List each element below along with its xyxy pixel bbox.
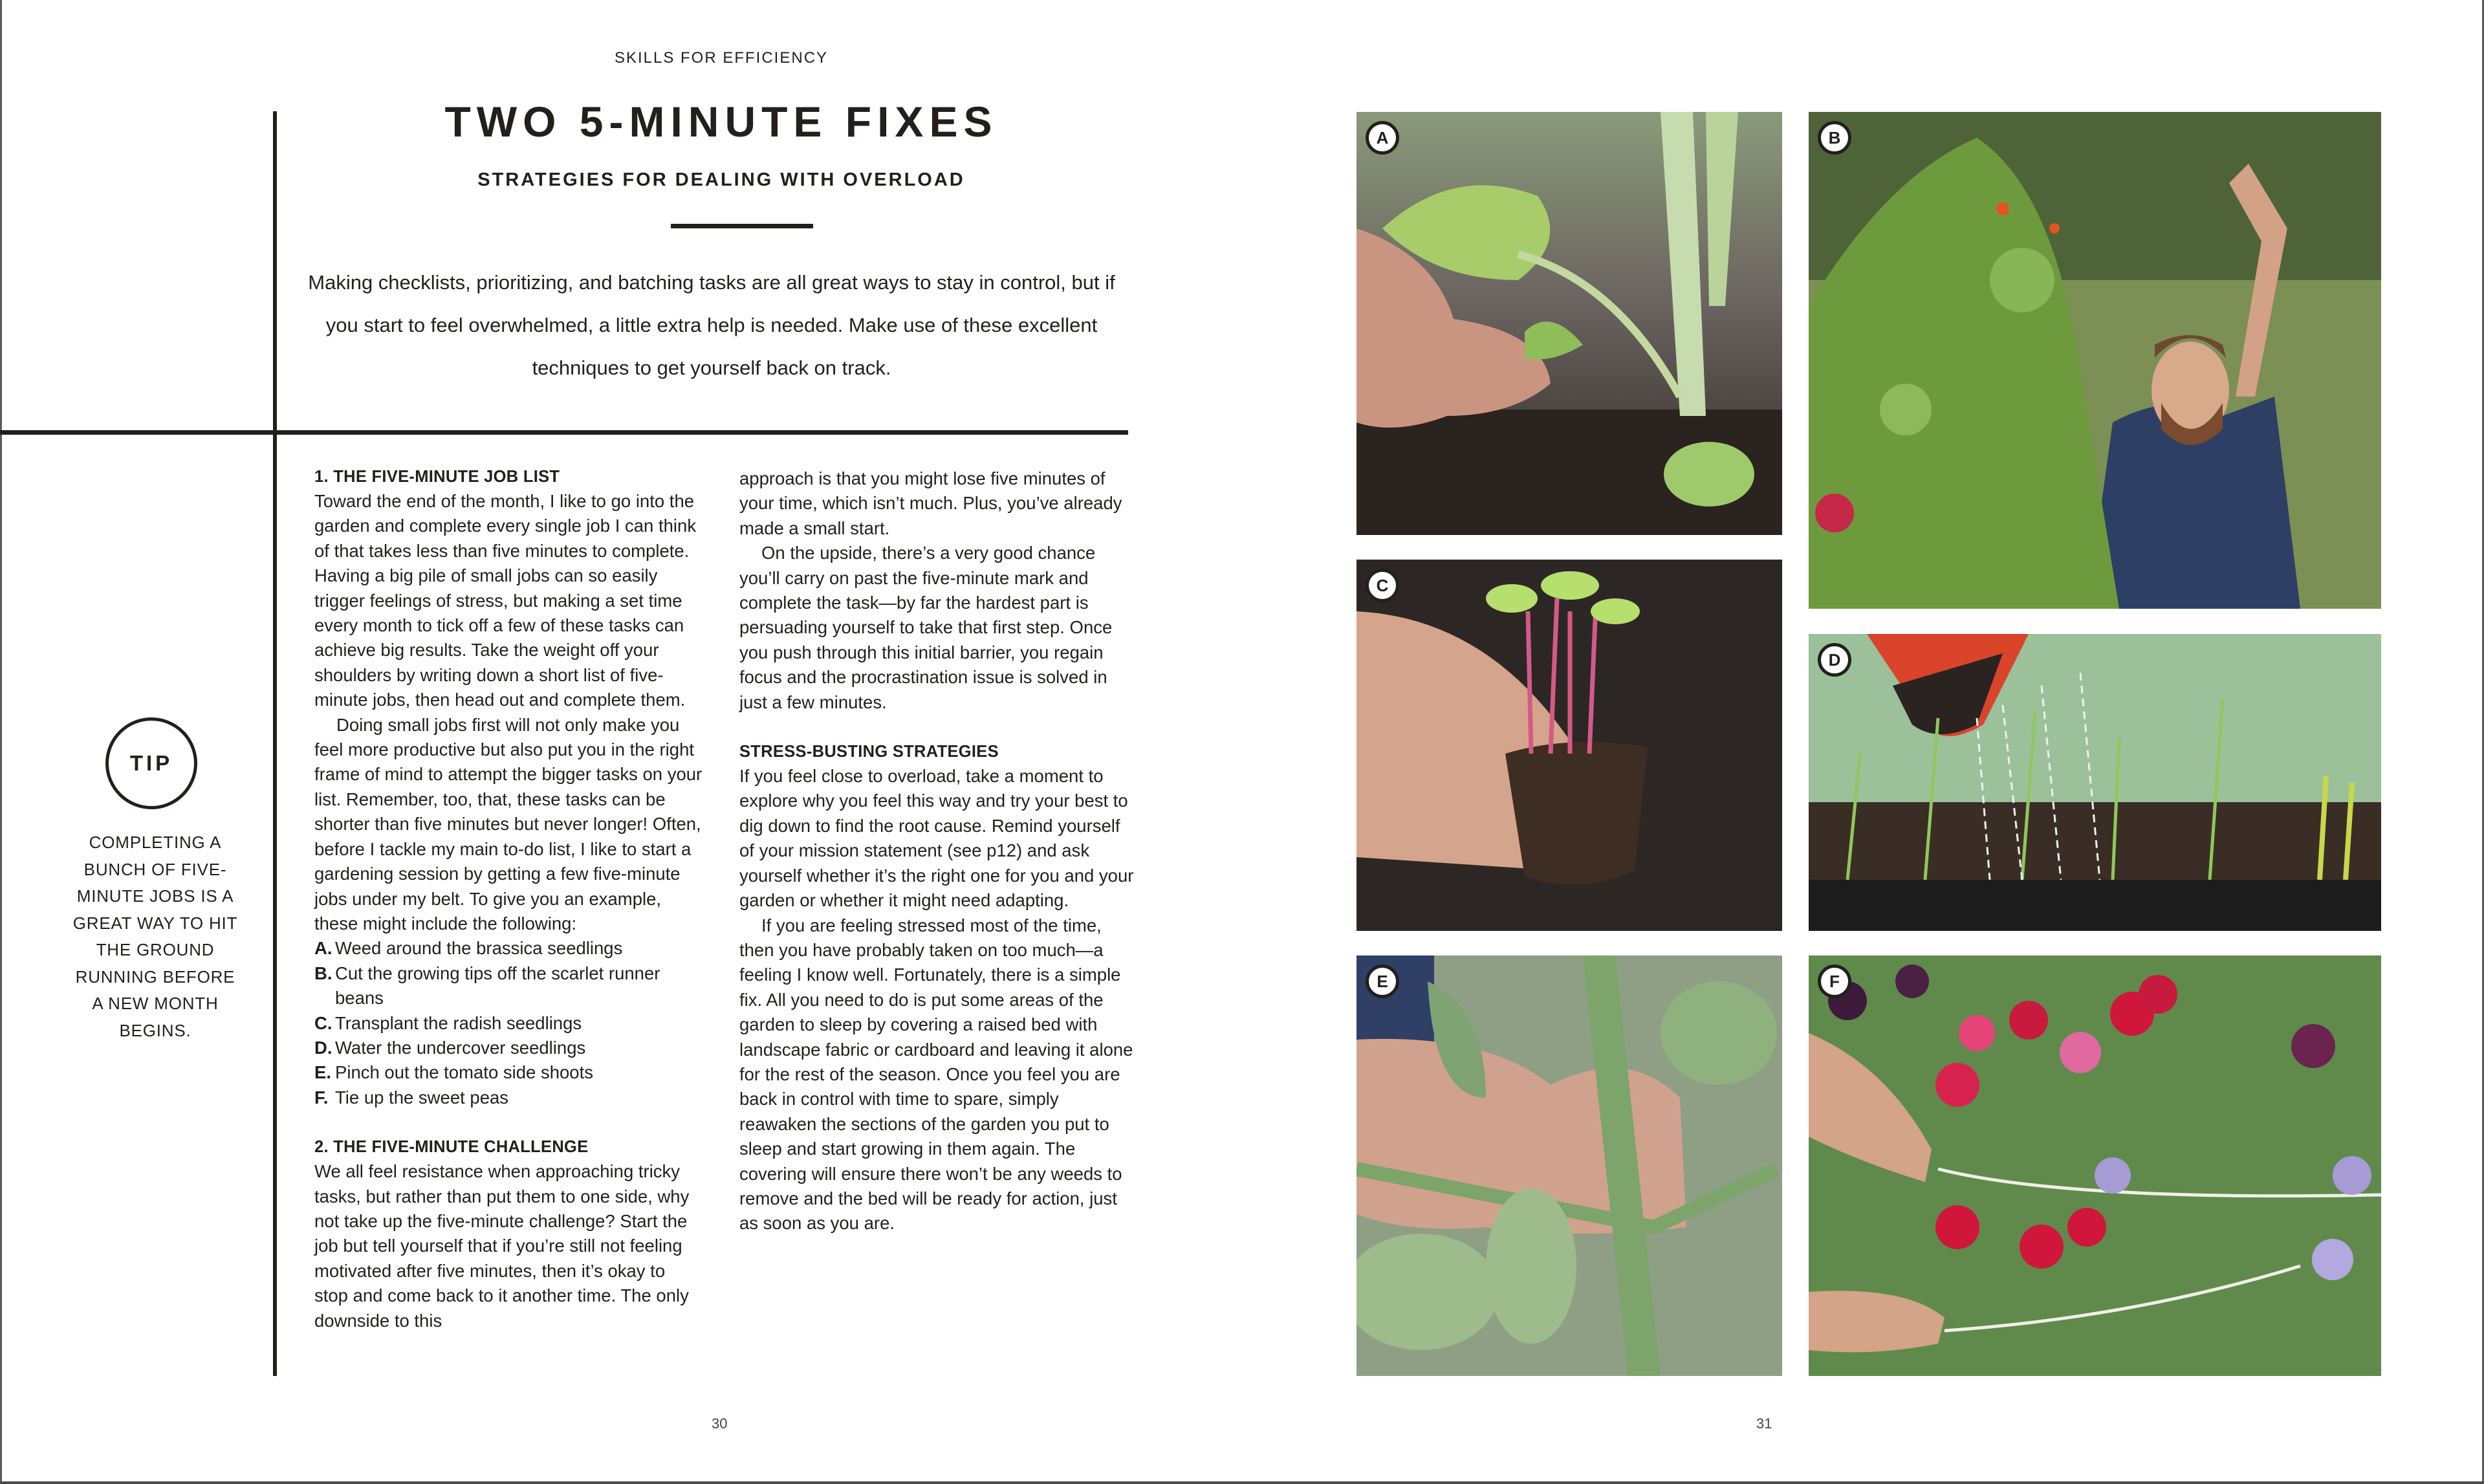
horizontal-rule xyxy=(0,430,1128,435)
paragraph: On the upside, there’s a very good chance you’ll carry on past the five-minute mark and complete the task—by far the hardest part is persuading yourself to take that first step. Once you push through this initial barrier, you regain focus and the procrastination issue is solved in just a few minutes. xyxy=(739,543,1113,712)
photo-label-badge: B xyxy=(1818,121,1851,155)
photo-e-tomato xyxy=(1356,955,1782,1376)
page-edge-left xyxy=(0,0,2,1484)
body-column-2 xyxy=(739,466,1134,1236)
sweet-peas-photo-icon xyxy=(1809,955,2381,1376)
tip-label: TIP xyxy=(129,751,173,775)
paragraph: We all feel resistance when approaching tricky tasks, but rather than put them to one side, why not take up the five-minute challenge? Start the job but tell yourself that if you’re still not feeling motivated after five minutes, then it’s okay to stop and come back to it another time. The only downside to this xyxy=(314,1161,690,1331)
list-item: A. Weed around the brassica seedlings xyxy=(314,938,623,959)
paragraph: If you are feeling stressed most of the time, then you have probably taken on too much—a feeling I know well. Fortunately, there is a simple fix. All you need to do is put some areas of the garden to sleep by covering a raised bed with landscape fabric or cardboard and leaving it alone for the rest of the season. Once you feel you are back in control with time to spare, simply reawaken the sections of the garden you put to sleep and start growing in them again. The covering will ensure there won’t be any weeds to remove and the bed will be ready for action, just as soon as you are. xyxy=(739,915,1133,1234)
body-column-1 xyxy=(314,464,703,1333)
page-subtitle: STRATEGIES FOR DEALING WITH OVERLOAD xyxy=(477,169,965,190)
list-item: B. Cut the growing tips off the scarlet runner beans xyxy=(314,963,660,1009)
page-number-left: 30 xyxy=(712,1415,728,1432)
tip-badge xyxy=(105,717,197,809)
list-item: F. Tie up the sweet peas xyxy=(314,1087,509,1108)
photo-b-runner-beans xyxy=(1809,112,2381,609)
watering-photo-icon xyxy=(1809,634,2381,931)
photo-label-badge: F xyxy=(1818,965,1851,998)
photo-d-watering xyxy=(1809,634,2381,931)
page-title: TWO 5-MINUTE FIXES xyxy=(444,98,998,146)
photo-label-badge: A xyxy=(1366,121,1399,155)
photo-a-weeding xyxy=(1356,112,1782,535)
photo-label-badge: E xyxy=(1366,965,1399,998)
vertical-rule xyxy=(273,111,277,1376)
running-head: SKILLS FOR EFFICIENCY xyxy=(614,49,829,67)
intro-text: Making checklists, prioritizing, and batching tasks are all great ways to stay in control, but if you start to feel overwhelmed, a little extra help is needed. Make use of these excellent techniques to get yourself back on track. xyxy=(308,271,1115,379)
tip-text: COMPLETING A BUNCH OF FIVE-MINUTE JOBS IS A GREAT WAY TO HIT THE GROUND RUNNING BEFORE A NEW MONTH BEGINS. xyxy=(72,833,238,1040)
title-underline xyxy=(671,224,813,228)
photo-label-badge: C xyxy=(1366,569,1399,602)
job-list xyxy=(314,936,703,1110)
photo-c-transplant xyxy=(1356,560,1782,931)
paragraph: approach is that you might lose five minutes of your time, which isn’t much. Plus, you’ve already made a small start. xyxy=(739,468,1122,538)
section-heading-job-list: 1. THE FIVE-MINUTE JOB LIST xyxy=(314,468,560,486)
section-heading-stress: STRESS-BUSTING STRATEGIES xyxy=(739,743,999,761)
list-item: D. Water the undercover seedlings xyxy=(314,1037,586,1058)
list-item: E. Pinch out the tomato side shoots xyxy=(314,1062,593,1083)
weeding-photo-icon xyxy=(1356,112,1782,535)
page-number-right: 31 xyxy=(1756,1415,1772,1432)
paragraph: Doing small jobs first will not only make you feel more productive but also put you in the right frame of mind to attempt the bigger tasks on your list. Remember, too, that, these tasks can be shorter than five minutes but never longer! Often, before I tackle my main to-do list, I like to start a gardening session by getting a few five-minute jobs under my belt. To give you an example, these might include the following: xyxy=(314,714,703,933)
paragraph: If you feel close to overload, take a moment to explore why you feel this way and try your best to dig down to find the root cause. Remind yourself of your mission statement (see p12) and ask yourself whether it’s the right one for you and your garden or whether it might need adapting. xyxy=(739,766,1134,911)
photo-f-sweet-peas xyxy=(1809,955,2381,1376)
tomato-photo-icon xyxy=(1356,955,1782,1376)
runner-beans-photo-icon xyxy=(1809,112,2381,609)
transplant-photo-icon xyxy=(1356,560,1782,931)
photo-label-badge: D xyxy=(1818,643,1851,677)
paragraph: Toward the end of the month, I like to go into the garden and complete every single job I can think of that takes less than five minutes to complete. Having a big pile of small jobs can so easily trigger feelings of stress, but making a set time every month to tick off a few of these tasks can achieve big results. Take the weight off your shoulders by writing down a short list of five-minute jobs, then head out and complete them. xyxy=(314,491,697,710)
section-heading-challenge: 2. THE FIVE-MINUTE CHALLENGE xyxy=(314,1138,589,1157)
page-edge-bottom xyxy=(0,1481,2484,1484)
list-item: C. Transplant the radish seedlings xyxy=(314,1012,582,1033)
